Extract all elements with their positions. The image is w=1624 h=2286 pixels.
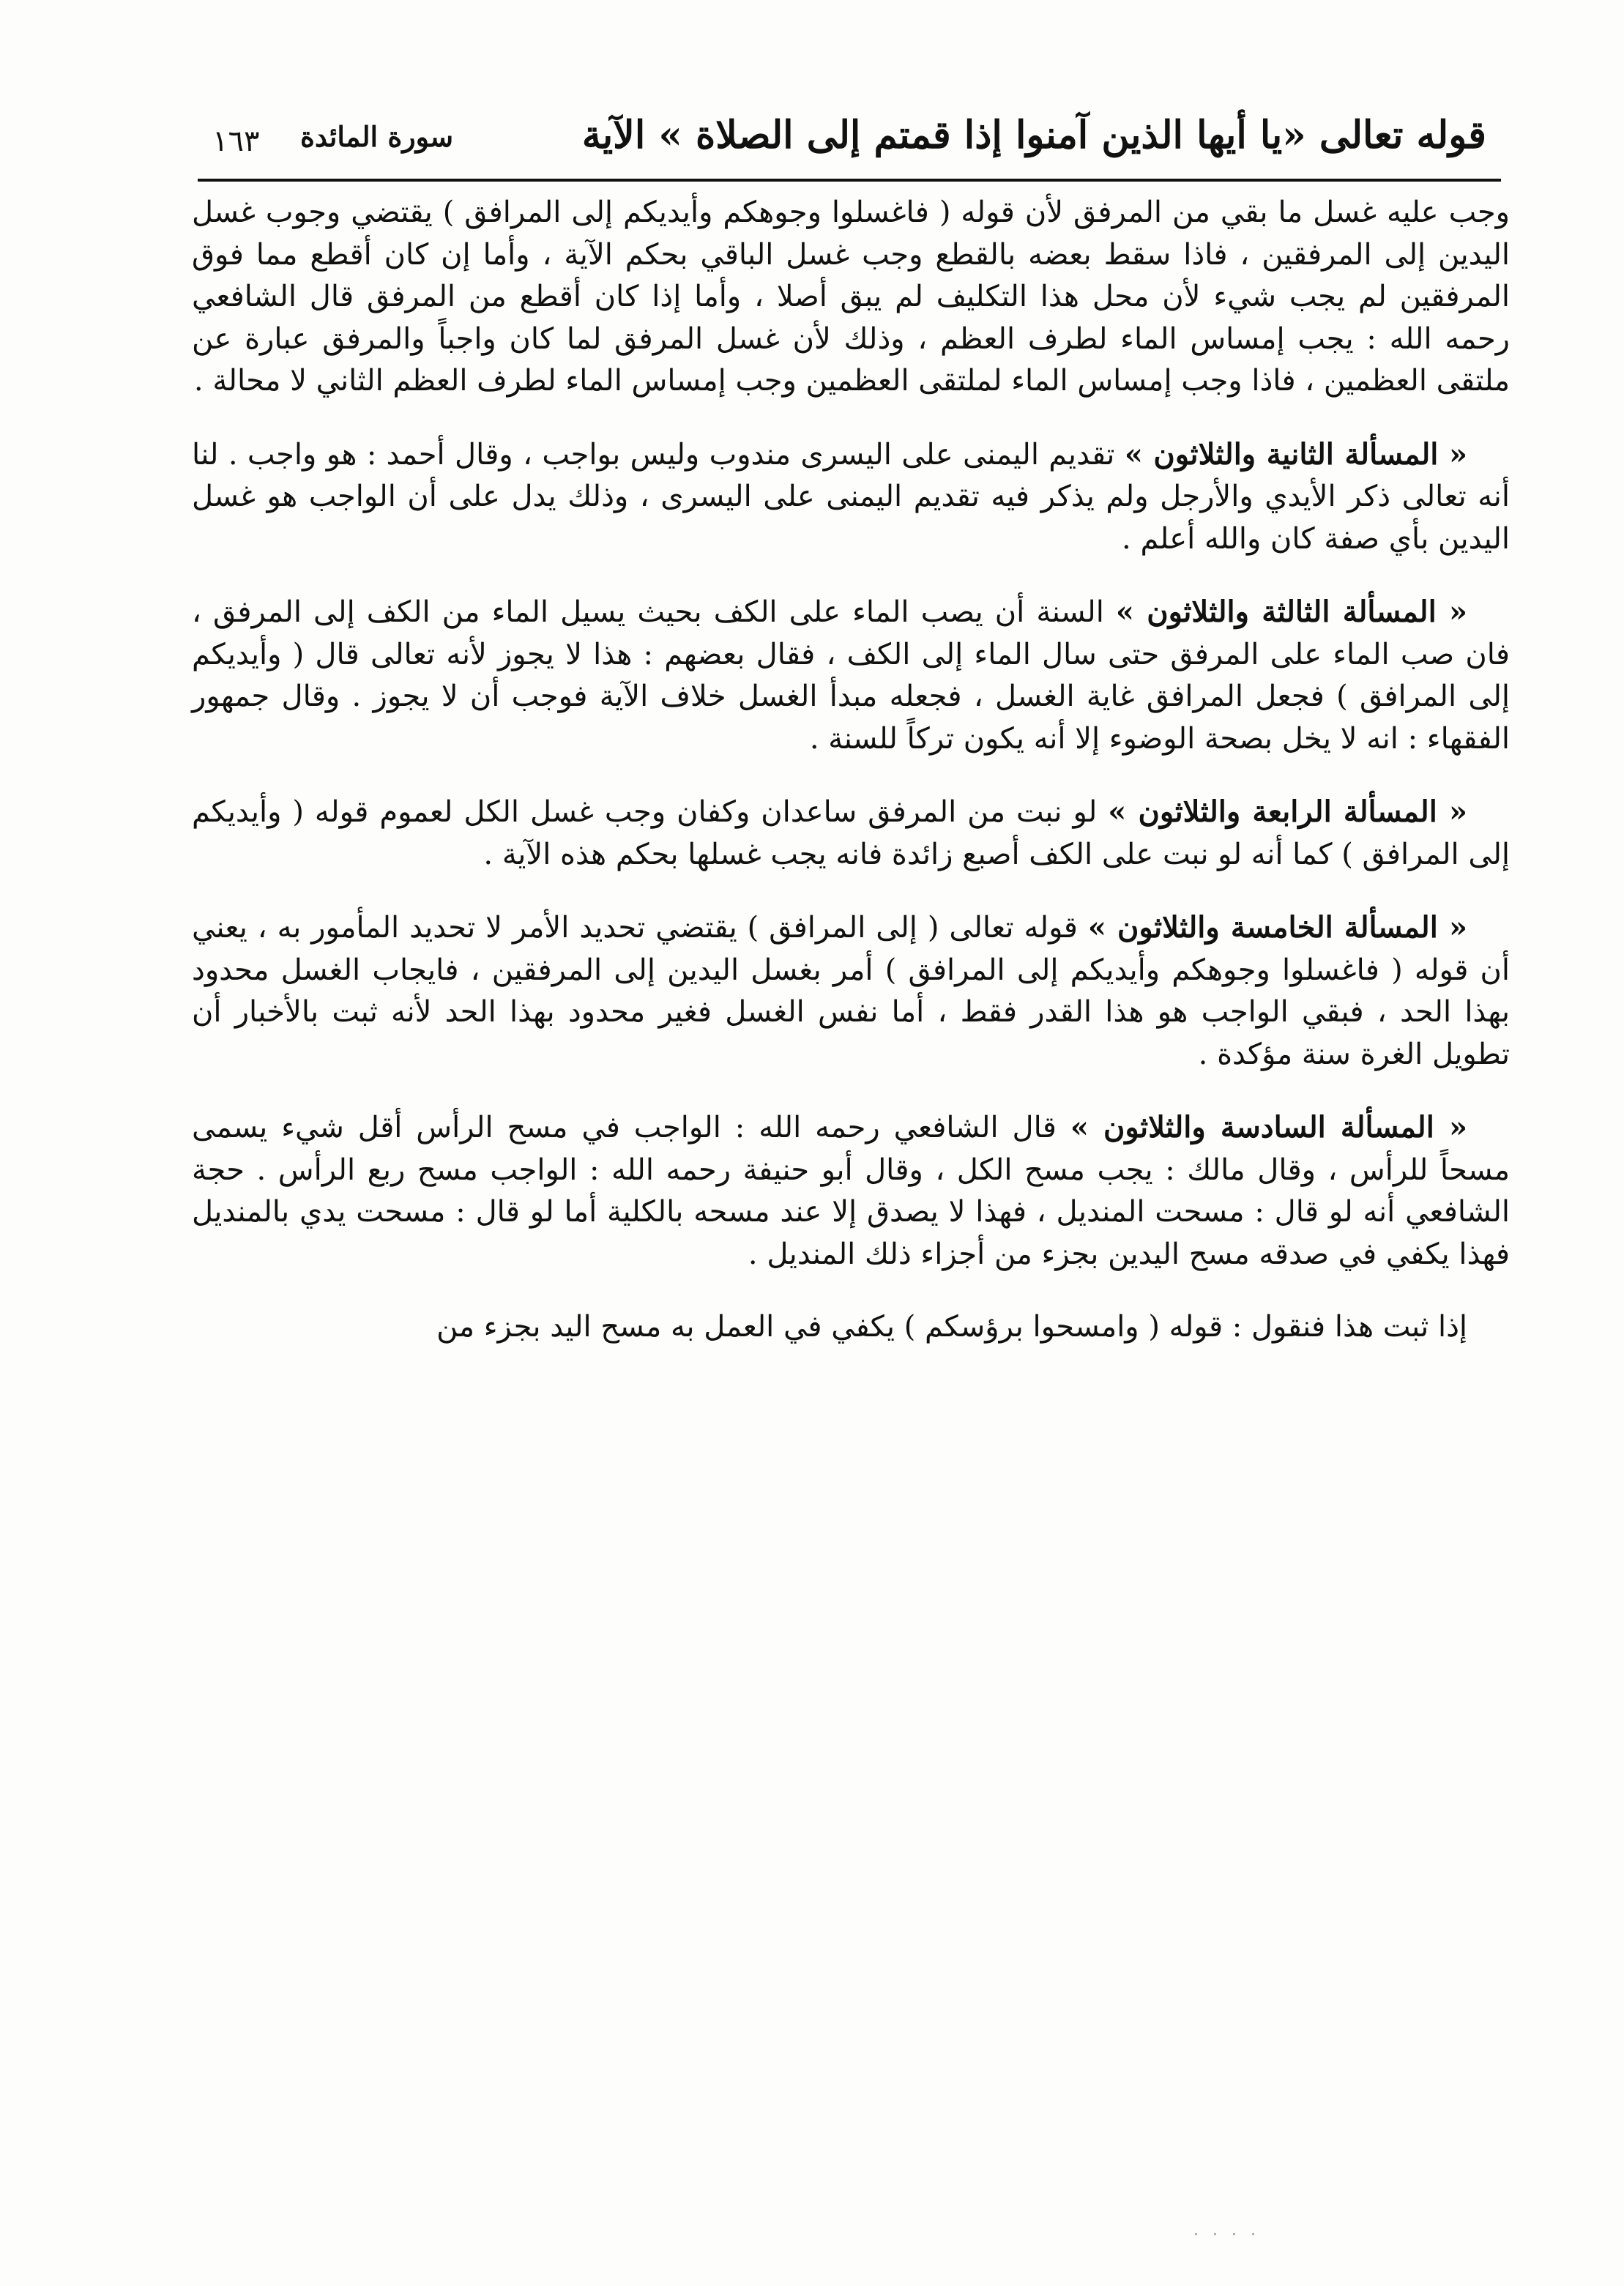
issue-heading: « المسألة الرابعة والثلاثون » xyxy=(1108,794,1468,829)
paragraph-continuation xyxy=(192,192,1510,403)
issue-heading: « المسألة الخامسة والثلاثون » xyxy=(1087,910,1467,945)
paragraph-issue-32 xyxy=(192,433,1510,561)
page-body xyxy=(192,192,1510,1349)
paragraph-text: قال الشافعي رحمه الله : الواجب في مسح الرأس أقل شيء يسمى مسحاً للرأس ، وقال مالك : يجب مسح الكل ، وقال أبو حنيفة رحمه الله : الواجب مسح ربع الرأس . حجة الشافعي أنه لو قال : مسحت المنديل ، فهذا لا يصدق إلا عند مسحه بالكلية أما لو قال : مسحت يدي بالمنديل فهذا يكفي في صدقه مسح اليدين بجزء من أجزاء ذلك المنديل . xyxy=(192,1111,1510,1271)
scan-speckle: · · · · xyxy=(1193,2226,1260,2244)
issue-heading: « المسألة الثالثة والثلاثون » xyxy=(1115,595,1467,629)
paragraph-text: قوله تعالى ( إلى المرافق ) يقتضي تحديد الأمر لا تحديد المأمور به ، يعني أن قوله ( فاغسلوا وجوهكم وأيديكم إلى المرافق ) أمر بغسل اليدين إلى المرفقين ، فايجاب الغسل محدود بهذا الحد ، فبقي الواجب هو هذا القدر فقط ، أما نفس الغسل فغير محدود بهذا الحد لأنه ثبت بالأخبار أن تطويل الغرة سنة مؤكدة . xyxy=(192,911,1510,1071)
paragraph-text: تقديم اليمنى على اليسرى مندوب وليس بواجب ، وقال أحمد : هو واجب . لنا أنه تعالى ذكر الأيدي والأرجل ولم يذكر فيه تقديم اليمنى على اليسرى ، وذلك يدل على أن الواجب هو غسل اليدين بأي صفة كان والله أعلم . xyxy=(192,437,1510,556)
paragraph-text: إذا ثبت هذا فنقول : قوله ( وامسحوا برؤسكم ) يكفي في العمل به مسح اليد بجزء من xyxy=(436,1310,1467,1344)
paragraph-text: وجب عليه غسل ما بقي من المرفق لأن قوله ( فاغسلوا وجوهكم وأيديكم إلى المرافق ) يقتضي وجوب غسل اليدين إلى المرفقين ، فاذا سقط بعضه بالقطع وجب غسل الباقي بحكم الآية ، وأما إن كان أقطع مما فوق المرفقين لم يجب شيء لأن محل هذا التكليف لم يبق أصلا ، وأما إذا كان أقطع من المرفق قال الشافعي رحمه الله : يجب إمساس الماء لطرف العظم ، وذلك لأن غسل المرفق لما كان واجباً والمرفق عبارة عن ملتقى العظمين ، فاذا وجب إمساس الماء لملتقى العظمين وجب إمساس الماء لطرف العظم الثاني لا محالة . xyxy=(192,196,1510,398)
paragraph-closing xyxy=(192,1306,1510,1349)
issue-heading: « المسألة الثانية والثلاثون » xyxy=(1124,436,1468,472)
surah-name: سورة المائدة xyxy=(300,120,454,153)
paragraph-text: لو نبت من المرفق ساعدان وكفان وجب غسل الكل لعموم قوله ( وأيديكم إلى المرافق ) كما أنه لو نبت على الكف أصبع زائدة فانه يجب غسلها بحكم هذه الآية . xyxy=(192,795,1510,871)
paragraph-issue-33 xyxy=(192,591,1510,760)
issue-heading: « المسألة السادسة والثلاثون » xyxy=(1070,1110,1467,1144)
running-header xyxy=(198,110,1486,176)
paragraph-issue-36 xyxy=(192,1106,1510,1276)
running-title: قوله تعالى «يا أيها الذين آمنوا إذا قمتم إلى الصلاة » الآية xyxy=(581,113,1486,157)
page-number: ١٦٣ xyxy=(212,124,260,158)
paragraph-issue-35 xyxy=(192,906,1510,1076)
paragraph-issue-34 xyxy=(192,791,1510,876)
paragraph-text: السنة أن يصب الماء على الكف بحيث يسيل الماء من الكف إلى المرفق ، فان صب الماء على المرفق حتى سال الماء إلى الكف ، فقال بعضهم : هذا لا يجوز لأنه تعالى قال ( وأيديكم إلى المرافق ) فجعل المرافق غاية الغسل ، فجعله مبدأ الغسل خلاف الآية فوجب أن لا يجوز . وقال جمهور الفقهاء : انه لا يخل بصحة الوضوء إلا أنه يكون تركاً للسنة . xyxy=(192,595,1511,756)
header-rule xyxy=(198,179,1501,182)
